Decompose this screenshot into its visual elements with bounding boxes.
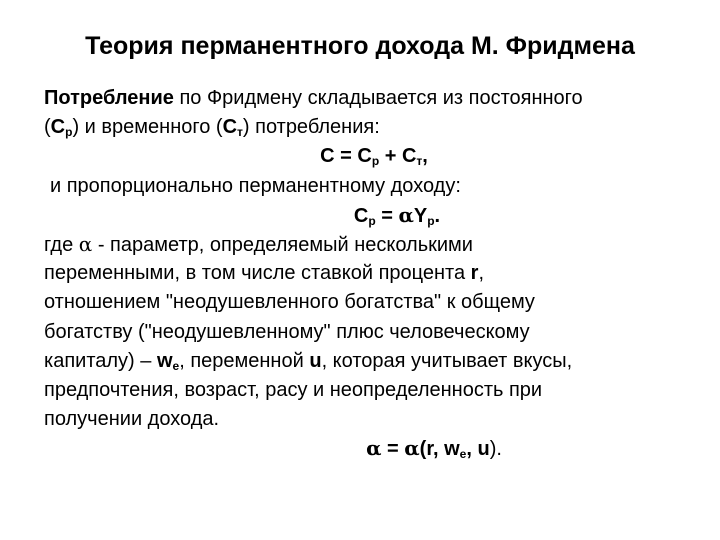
paragraph-line-2: [44, 113, 704, 142]
description-line-2: [44, 259, 704, 288]
formula-part: C: [353, 204, 369, 227]
text-segment: ,: [478, 262, 485, 285]
formula-part: ,: [422, 145, 428, 168]
description-line-4: [44, 318, 704, 347]
subscript-p: p: [65, 125, 73, 140]
text-segment: , которая учитывает вкусы,: [321, 349, 573, 372]
formula-part: .: [434, 204, 441, 227]
subscript-t: т: [237, 125, 243, 140]
text-segment: , переменной: [179, 349, 310, 372]
symbol-u: u: [477, 438, 490, 461]
subscript-e: e: [459, 447, 467, 462]
symbol-r: r: [470, 262, 479, 285]
alpha-symbol: α: [404, 436, 420, 461]
text-segment: (: [44, 116, 51, 139]
formula-permanent-consumption: [44, 201, 704, 230]
formula-part: =: [375, 204, 399, 227]
text-segment: ) и временного (: [72, 116, 223, 139]
subscript-p: p: [427, 213, 435, 228]
formula-part: ,: [466, 438, 478, 461]
description-line-6: [44, 376, 704, 405]
formula-part: C = C: [320, 145, 372, 168]
consumption-term: Потребление: [44, 87, 174, 109]
symbol-u: u: [309, 349, 322, 372]
text-segment: предпочтения, возраст, расу и неопределенность при: [44, 378, 543, 401]
paragraph-line-1: [44, 84, 704, 113]
alpha-symbol: α: [366, 436, 382, 461]
subscript-t: т: [416, 154, 423, 169]
text-segment: переменными, в том числе ставкой процента: [44, 262, 471, 285]
slide-title: Теория перманентного дохода М. Фридмена: [85, 32, 635, 60]
formula-part: (r, w: [419, 438, 460, 461]
slide-body: [44, 84, 704, 463]
subscript-p: p: [368, 213, 376, 228]
symbol-c: C: [222, 116, 238, 139]
formula-consumption: [44, 142, 704, 171]
text-segment: где: [44, 233, 79, 256]
paragraph-line-4: [44, 172, 704, 201]
alpha-symbol: α: [398, 202, 414, 227]
description-line-7: [44, 405, 704, 434]
text-segment: - параметр, определяемый несколькими: [92, 233, 473, 256]
text-segment: получении дохода.: [44, 408, 220, 431]
formula-part: + C: [379, 145, 417, 168]
formula-part: Y: [413, 204, 428, 227]
text-segment: по Фридмену складывается из постоянного: [173, 87, 583, 109]
description-line-3: [44, 288, 704, 317]
formula-alpha: [44, 434, 704, 463]
subscript-e: e: [172, 358, 180, 373]
text-segment: богатству ("неодушевленному" плюс человеческому: [44, 320, 530, 343]
description-line-5: [44, 347, 704, 376]
formula-part: ).: [489, 438, 502, 461]
text-segment: ) потребления:: [242, 116, 380, 139]
text-segment: отношением "неодушевленного богатства" к общему: [44, 291, 535, 314]
symbol-c: C: [50, 116, 66, 139]
formula-part: =: [381, 438, 405, 461]
description-line-1: [44, 230, 704, 259]
text-segment: капиталу) –: [44, 349, 157, 372]
alpha-symbol: α: [78, 231, 93, 256]
text-segment: и пропорционально перманентному доходу:: [50, 174, 461, 197]
subscript-p: p: [371, 154, 380, 169]
symbol-w: w: [156, 349, 173, 372]
